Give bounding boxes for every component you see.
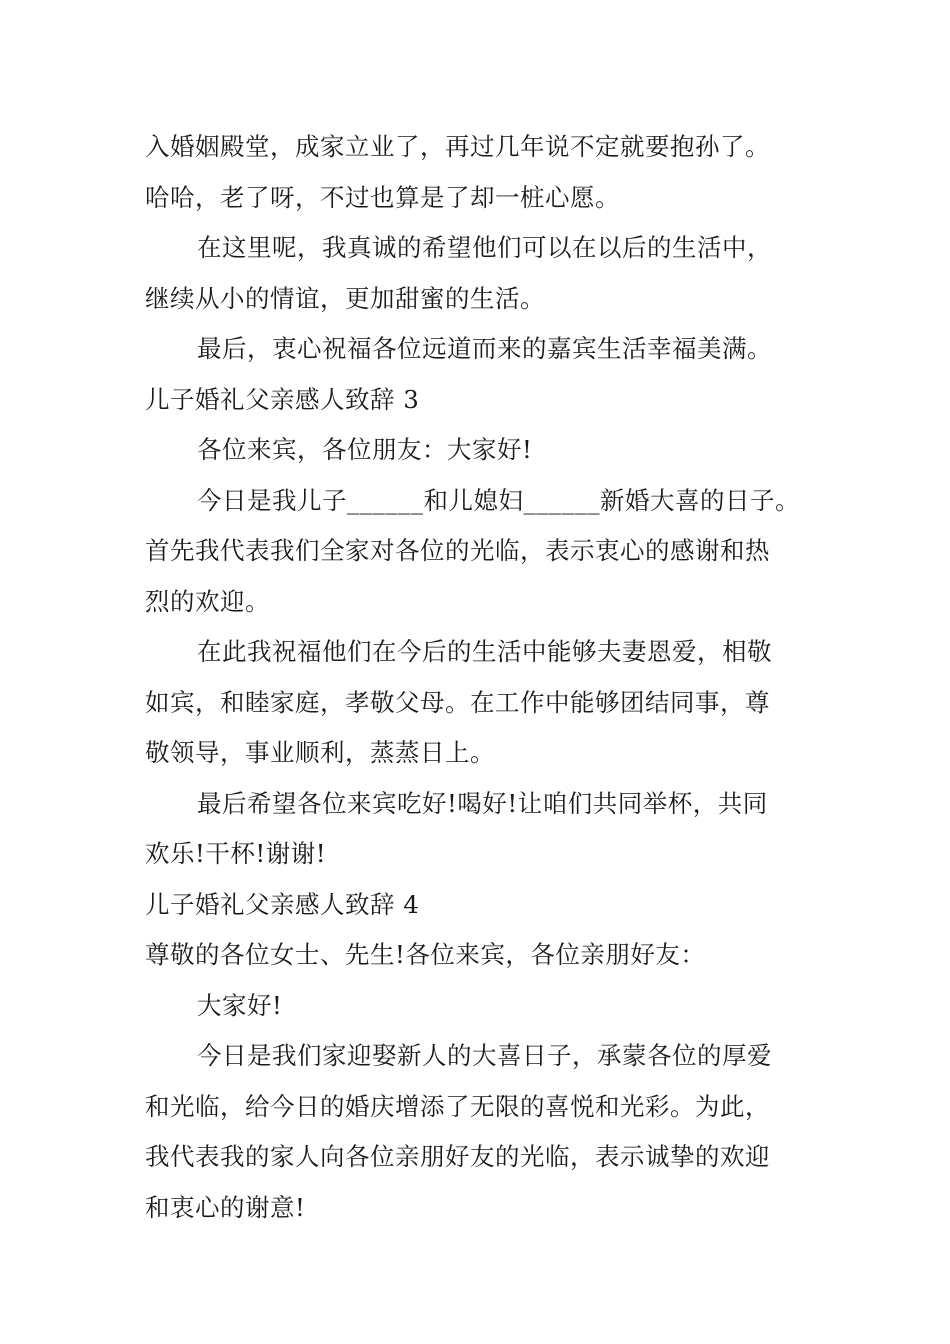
text-line: 今日是我儿子______和儿媳妇______新婚大喜的日子。 — [197, 485, 800, 515]
text-line: 最后希望各位来宾吃好!喝好!让咱们共同举杯，共同 — [197, 788, 768, 818]
text-line: 哈哈，老了呀，不过也算是了却一桩心愿。 — [145, 182, 620, 212]
text-line: 欢乐!干杯!谢谢! — [145, 839, 327, 868]
text-line: 我代表我的家人向各位亲朋好友的光临，表示诚挚的欢迎 — [145, 1142, 770, 1171]
text-line: 如宾，和睦家庭，孝敬父母。在工作中能够团结同事，尊 — [145, 687, 770, 717]
text-line: 在此我祝福他们在今后的生活中能够夫妻恩爱，相敬 — [197, 637, 772, 666]
text-line: 尊敬的各位女士、先生!各位来宾，各位亲朋好友： — [145, 940, 706, 969]
text-line: 各位来宾，各位朋友：大家好! — [197, 435, 533, 464]
document-page — [145, 122, 835, 1233]
text-line: 最后，衷心祝福各位远道而来的嘉宾生活幸福美满。 — [197, 334, 772, 363]
text-line: 和光临，给今日的婚庆增添了无限的喜悦和光彩。为此， — [145, 1091, 770, 1121]
section-heading: 儿子婚礼父亲感人致辞 4 — [145, 889, 420, 919]
text-line: 继续从小的情谊，更加甜蜜的生活。 — [145, 283, 545, 313]
text-line: 今日是我们家迎娶新人的大喜日子，承蒙各位的厚爱 — [197, 1041, 772, 1070]
text-line: 首先我代表我们全家对各位的光临，表示衷心的感谢和热 — [145, 536, 770, 565]
text-line: 烈的欢迎。 — [145, 586, 270, 616]
section-heading: 儿子婚礼父亲感人致辞 3 — [145, 384, 420, 414]
text-line: 和衷心的谢意! — [145, 1192, 306, 1222]
text-line: 敬领导，事业顺利，蒸蒸日上。 — [145, 738, 495, 767]
text-line: 入婚姻殿堂，成家立业了，再过几年说不定就要抱孙了。 — [145, 132, 770, 161]
text-line: 在这里呢，我真诚的希望他们可以在以后的生活中， — [197, 233, 772, 262]
text-line: 大家好! — [197, 990, 283, 1020]
